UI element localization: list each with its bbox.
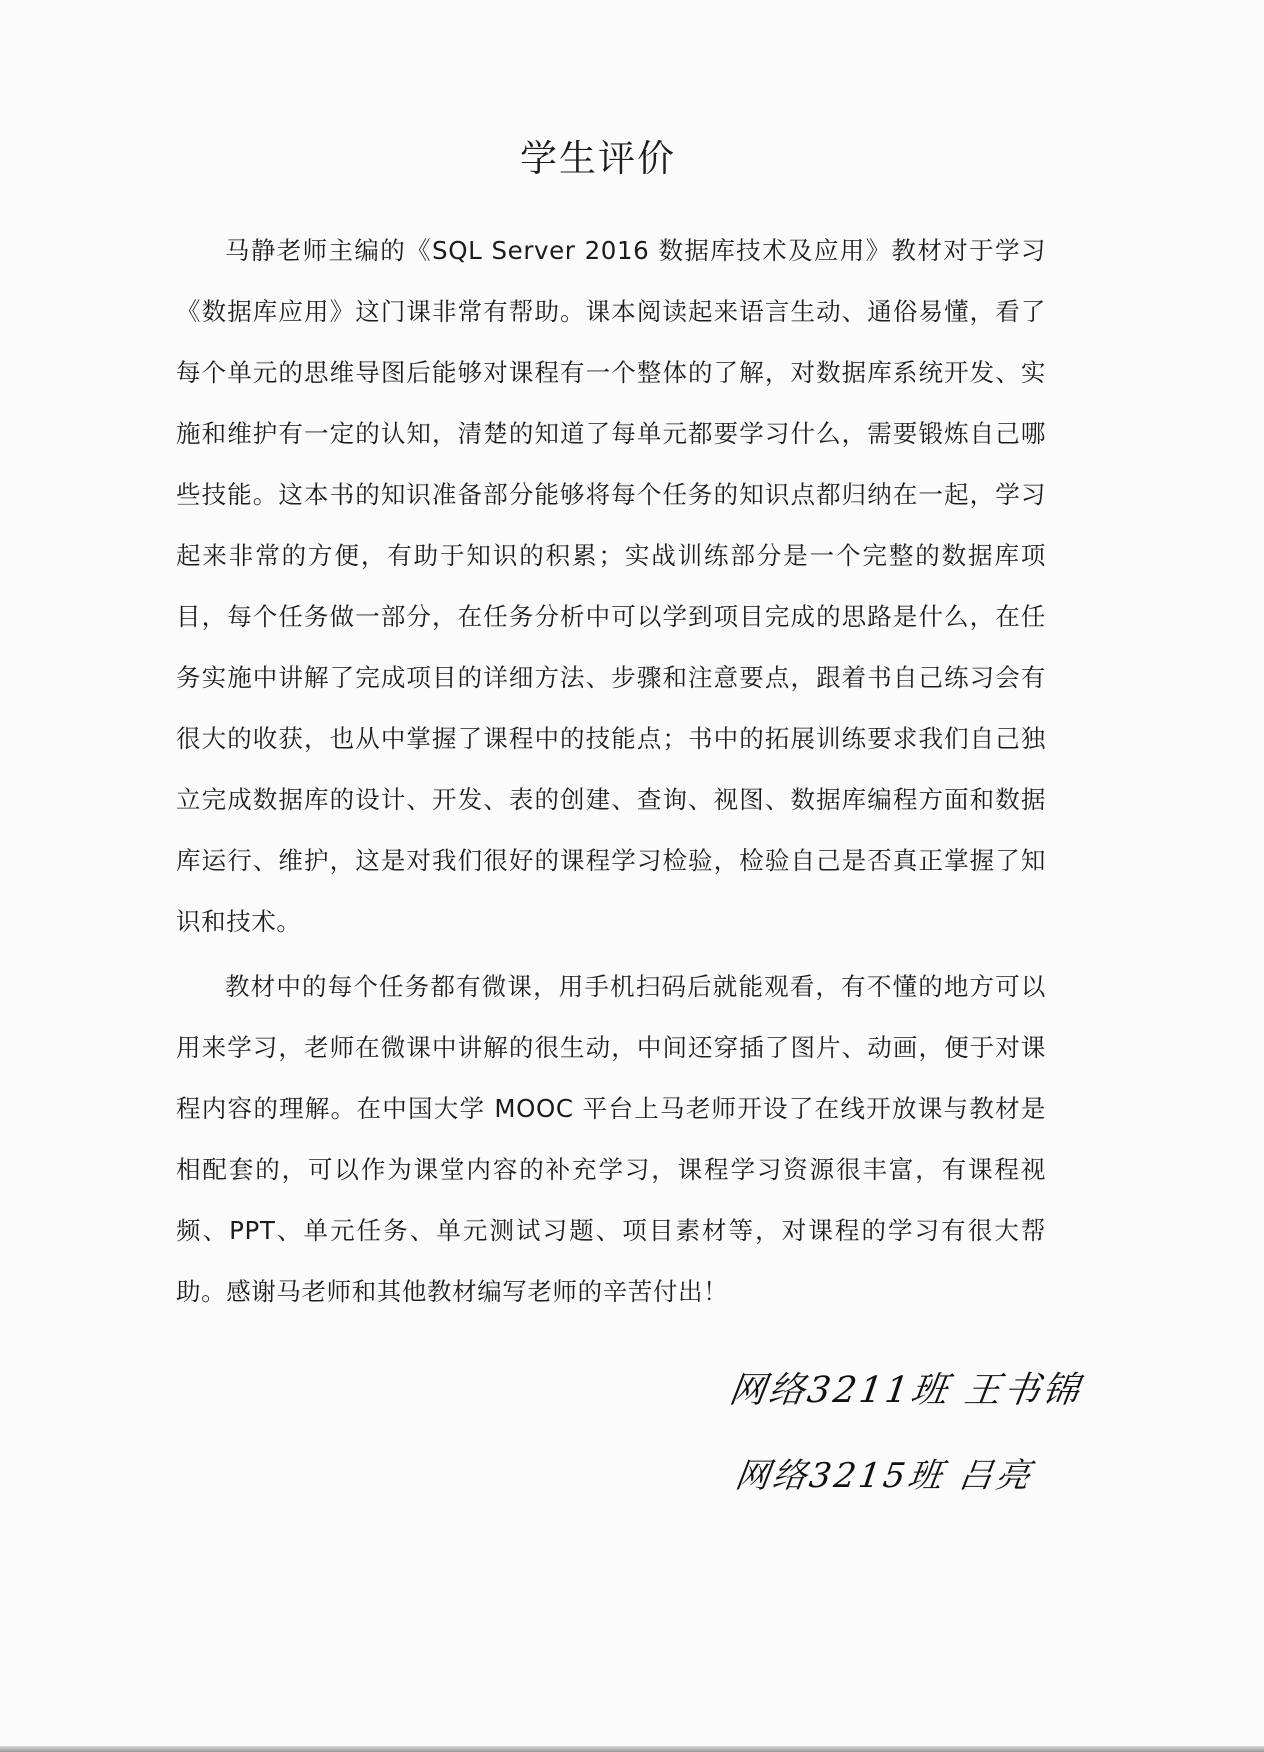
document-body	[176, 220, 1046, 1322]
paragraph-1: 马静老师主编的《SQL Server 2016 数据库技术及应用》教材对于学习《数据库应用》这门课非常有帮助。课本阅读起来语言生动、通俗易懂，看了每个单元的思维导图后能够对课程有一个整体的了解，对数据库系统开发、实施和维护有一定的认知，清楚的知道了每单元都要学习什么，需要锻炼自己哪些技能。这本书的知识准备部分能够将每个任务的知识点都归纳在一起，学习起来非常的方便，有助于知识的积累；实战训练部分是一个完整的数据库项目，每个任务做一部分，在任务分析中可以学到项目完成的思路是什么，在任务实施中讲解了完成项目的详细方法、步骤和注意要点，跟着书自己练习会有很大的收获，也从中掌握了课程中的技能点；书中的拓展训练要求我们自己独立完成数据库的设计、开发、表的创建、查询、视图、数据库编程方面和数据库运行、维护，这是对我们很好的课程学习检验，检验自己是否真正掌握了知识和技术。	[176, 236, 1046, 936]
handwritten-signature-2: 网络3215班 吕亮	[732, 1456, 1036, 1496]
paragraph-2: 教材中的每个任务都有微课，用手机扫码后就能观看，有不懂的地方可以用来学习，老师在微课中讲解的很生动，中间还穿插了图片、动画，便于对课程内容的理解。在中国大学 MOOC 平台上马老师开设了在线开放课与教材是相配套的，可以作为课堂内容的补充学习，课程学习资源很丰富，有课程视频、PPT、单元任务、单元测试习题、项目素材等，对课程的学习有很大帮助。感谢马老师和其他教材编写老师的辛苦付出！	[176, 972, 1046, 1306]
page-title: 学生评价	[520, 137, 676, 180]
scan-edge	[0, 1746, 1264, 1752]
handwritten-signature-1: 网络3211班 王书锦	[726, 1370, 1085, 1411]
